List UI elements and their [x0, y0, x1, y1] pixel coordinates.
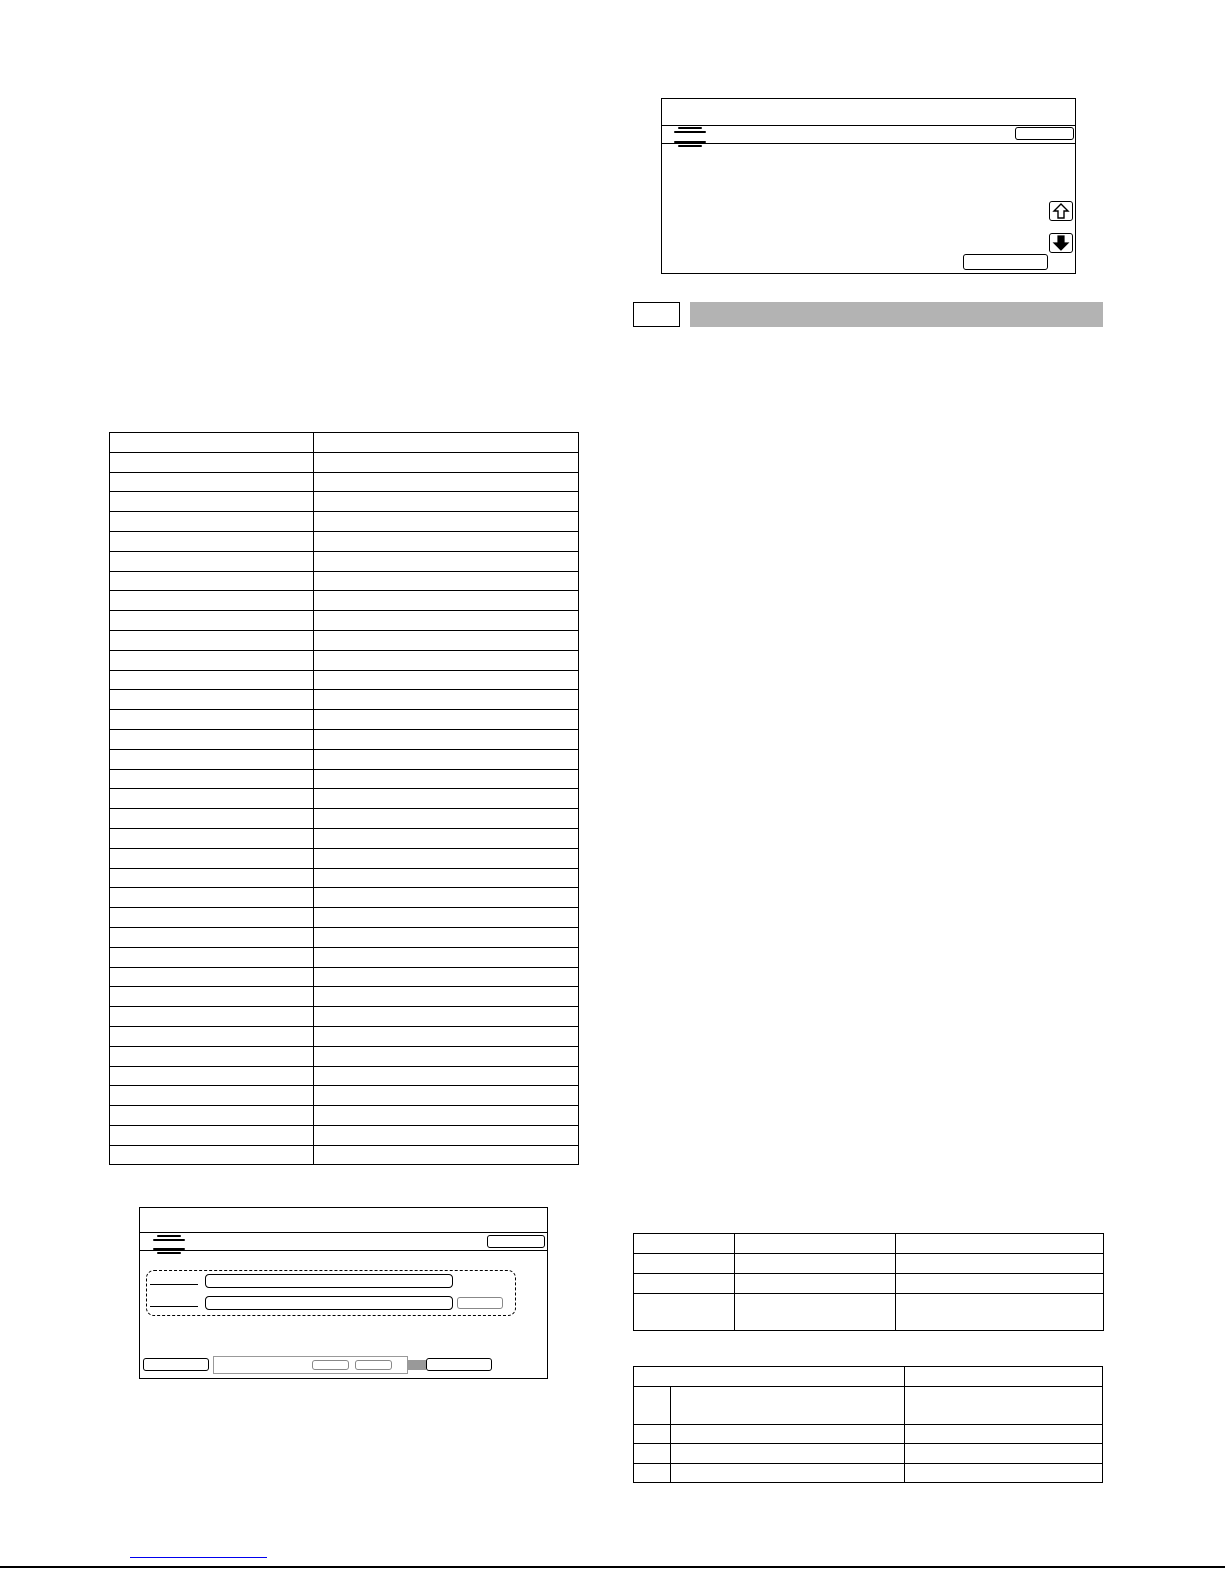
table-cell	[110, 492, 314, 512]
table-cell	[110, 927, 314, 947]
table-cell	[314, 729, 579, 749]
table-row	[110, 947, 579, 967]
table-cell	[110, 650, 314, 670]
table-cell	[314, 690, 579, 710]
table-cell	[905, 1425, 1103, 1444]
field1-input[interactable]	[205, 1274, 453, 1288]
table-cell	[110, 1086, 314, 1106]
table-cell	[110, 611, 314, 631]
table-cell	[110, 1007, 314, 1027]
screen-bottom-connector	[408, 1360, 426, 1370]
table-cell	[314, 888, 579, 908]
table-row	[634, 1254, 1104, 1274]
table-cell	[671, 1444, 905, 1464]
table-cell	[314, 848, 579, 868]
table-cell	[110, 749, 314, 769]
table-cell	[314, 1106, 579, 1126]
table-cell	[314, 1086, 579, 1106]
table-cell	[735, 1254, 896, 1274]
table-three-col	[633, 1233, 1104, 1331]
table-cell	[314, 611, 579, 631]
table-row	[110, 888, 579, 908]
table-row	[110, 551, 579, 571]
table-cell	[896, 1274, 1104, 1294]
arrow-up-icon	[1050, 202, 1072, 220]
field1-label	[150, 1270, 198, 1284]
table-row	[634, 1234, 1104, 1254]
table-cell	[634, 1444, 671, 1464]
footer-rule	[0, 1566, 1225, 1568]
table-row	[110, 809, 579, 829]
table-cell	[110, 1046, 314, 1066]
table-cell	[905, 1387, 1103, 1425]
table-row	[110, 1086, 579, 1106]
table-row	[110, 967, 579, 987]
table-row	[110, 908, 579, 928]
table-cell	[110, 690, 314, 710]
table-row	[110, 591, 579, 611]
table-cell	[110, 888, 314, 908]
table-cell	[314, 1007, 579, 1027]
table-cell	[314, 571, 579, 591]
table-cell	[634, 1234, 735, 1254]
table-cell	[314, 452, 579, 472]
table-cell	[110, 828, 314, 848]
table-row	[634, 1425, 1103, 1444]
screen-bottom-center-button-1[interactable]	[312, 1360, 349, 1370]
table-cell	[110, 789, 314, 809]
table-cell	[110, 531, 314, 551]
section-heading-bar	[690, 302, 1103, 327]
table-header-cell	[905, 1367, 1103, 1387]
scroll-down-button[interactable]	[1049, 233, 1073, 253]
table-row	[110, 492, 579, 512]
table-row	[110, 472, 579, 492]
table-cell	[314, 531, 579, 551]
table-cell	[314, 433, 579, 453]
table-row	[110, 1145, 579, 1165]
table-row	[110, 650, 579, 670]
table-cell	[671, 1425, 905, 1444]
screen-top-divider-1	[662, 125, 1075, 126]
table-cell	[735, 1234, 896, 1254]
table-header-cell	[634, 1367, 905, 1387]
table-row	[110, 611, 579, 631]
table-row	[110, 987, 579, 1007]
table-row	[634, 1274, 1104, 1294]
table-cell	[314, 670, 579, 690]
table-cell	[110, 809, 314, 829]
table-row	[110, 710, 579, 730]
table-cell	[110, 769, 314, 789]
table-row	[110, 769, 579, 789]
screen-bottom-right-button[interactable]	[426, 1358, 492, 1371]
table-row	[110, 789, 579, 809]
table-cell	[314, 828, 579, 848]
table-row	[110, 1125, 579, 1145]
table-cell	[110, 571, 314, 591]
table-cell	[110, 472, 314, 492]
table-cell	[110, 670, 314, 690]
table-cell	[634, 1274, 735, 1294]
table-cell	[896, 1294, 1104, 1331]
table-row	[110, 512, 579, 532]
table-row	[634, 1387, 1103, 1425]
table-row	[110, 670, 579, 690]
table-row	[110, 531, 579, 551]
main-table	[109, 432, 579, 1165]
section-number-box	[633, 302, 680, 327]
table-cell	[110, 452, 314, 472]
table-cell	[314, 591, 579, 611]
screen-bottom-left-button[interactable]	[143, 1358, 209, 1371]
screen-top-header-button[interactable]	[1015, 127, 1074, 140]
table-cell	[735, 1274, 896, 1294]
table-row	[110, 630, 579, 650]
screen-bottom-title	[146, 1212, 446, 1230]
table-row	[634, 1444, 1103, 1464]
table-cell	[896, 1234, 1104, 1254]
field2-label-underline	[150, 1306, 198, 1307]
field2-button[interactable]	[457, 1297, 503, 1309]
table-cell	[314, 908, 579, 928]
table-cell	[110, 1026, 314, 1046]
table-cell	[110, 630, 314, 650]
screen-bottom-divider-1	[140, 1232, 547, 1233]
table-cell	[314, 1066, 579, 1086]
screen-bottom-divider-2	[140, 1250, 547, 1251]
field2-label	[150, 1292, 198, 1306]
table-cell	[314, 650, 579, 670]
table-row	[110, 571, 579, 591]
table-row	[110, 690, 579, 710]
table-cell	[314, 769, 579, 789]
table-cell	[314, 1046, 579, 1066]
table-cell	[905, 1444, 1103, 1464]
table-row	[634, 1294, 1104, 1331]
table-cell	[314, 749, 579, 769]
table-cell	[314, 947, 579, 967]
table-cell	[314, 967, 579, 987]
table-cell	[110, 1106, 314, 1126]
table-cell	[110, 947, 314, 967]
field1-label-underline	[150, 1284, 198, 1285]
screen-bottom-header-button[interactable]	[487, 1235, 545, 1248]
table-cell	[735, 1294, 896, 1331]
table-cell	[634, 1464, 671, 1483]
table-row	[110, 1026, 579, 1046]
table-cell	[905, 1464, 1103, 1483]
table-header-row	[634, 1367, 1103, 1387]
table-cell	[314, 789, 579, 809]
table-cell	[110, 710, 314, 730]
table-cell	[314, 551, 579, 571]
table-cell	[110, 868, 314, 888]
table-cell	[110, 1066, 314, 1086]
table-row	[110, 1106, 579, 1126]
table-cell	[110, 512, 314, 532]
table-cell	[314, 492, 579, 512]
table-cell	[110, 433, 314, 453]
stack-icon	[153, 1235, 185, 1255]
screen-top-divider-2	[662, 143, 1075, 144]
arrow-down-icon	[1050, 234, 1072, 252]
table-cell	[110, 987, 314, 1007]
table-cell	[314, 710, 579, 730]
table-cell	[314, 1125, 579, 1145]
screen-top-title	[668, 103, 968, 121]
table-row	[110, 1046, 579, 1066]
screen-bottom	[139, 1207, 548, 1379]
table-cell	[110, 1145, 314, 1165]
table-row	[110, 868, 579, 888]
table-cell	[314, 927, 579, 947]
table-row	[110, 1007, 579, 1027]
table-cell	[110, 967, 314, 987]
table-cell	[634, 1387, 671, 1425]
field2-input[interactable]	[205, 1296, 453, 1310]
table-cell	[110, 848, 314, 868]
screen-bottom-center-button-2[interactable]	[355, 1360, 392, 1370]
table-cell	[314, 630, 579, 650]
table-cell	[634, 1294, 735, 1331]
table-cell	[314, 809, 579, 829]
screen-top	[661, 98, 1076, 274]
footer-link[interactable]	[130, 1548, 267, 1558]
table-row	[110, 749, 579, 769]
table-cell	[314, 512, 579, 532]
screen-top-footer-button[interactable]	[963, 254, 1048, 270]
table-cell	[110, 551, 314, 571]
table-cell	[314, 987, 579, 1007]
table-row	[110, 452, 579, 472]
table-cell	[314, 868, 579, 888]
table-row	[110, 828, 579, 848]
scroll-up-button[interactable]	[1049, 201, 1073, 221]
stack-icon	[674, 127, 706, 147]
table-row	[634, 1464, 1103, 1483]
table-cell	[671, 1387, 905, 1425]
table-cell	[634, 1254, 735, 1274]
table-cell	[110, 1125, 314, 1145]
table-cell	[110, 729, 314, 749]
table-bottom-right	[633, 1366, 1103, 1483]
table-row	[110, 433, 579, 453]
table-cell	[314, 1026, 579, 1046]
table-cell	[896, 1254, 1104, 1274]
table-row	[110, 1066, 579, 1086]
table-cell	[314, 472, 579, 492]
table-cell	[110, 591, 314, 611]
table-cell	[314, 1145, 579, 1165]
table-cell	[634, 1425, 671, 1444]
table-row	[110, 729, 579, 749]
table-row	[110, 927, 579, 947]
table-row	[110, 848, 579, 868]
table-cell	[671, 1464, 905, 1483]
table-cell	[110, 908, 314, 928]
